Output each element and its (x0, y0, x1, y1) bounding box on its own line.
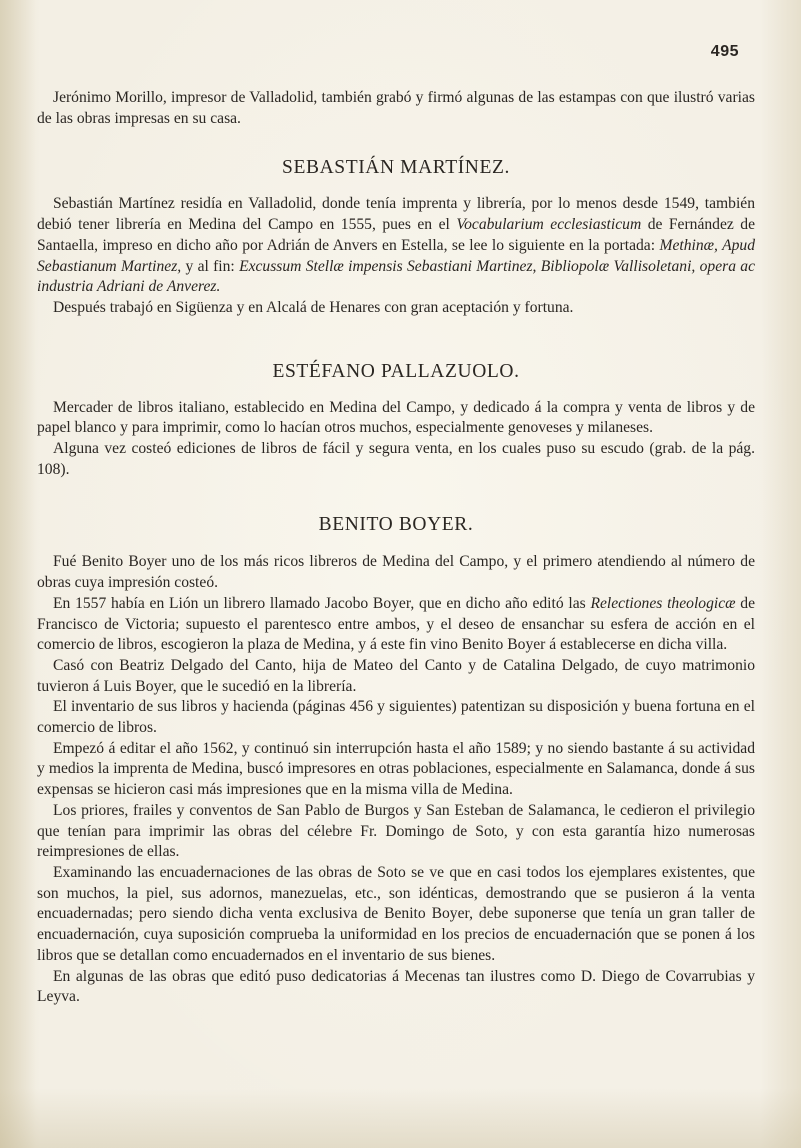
sebastian-p1-imprint-portada: Methinæ, Apud Sebastianum Martinez, (37, 236, 755, 275)
heading-benito-boyer: BENITO BOYER. (318, 514, 474, 536)
benito-paragraph-8: En algunas de las obras que editó puso dedicatorias á Mecenas tan ilustres como D. Diego de Covarrubias y Leyva. (37, 967, 755, 1006)
intro-paragraph: Jerónimo Morillo, impresor de Valladolid, también grabó y firmó algunas de las estampas con que ilustró varias de las obras impresas en su casa. (37, 89, 755, 127)
benito-paragraph-5: Empezó á editar el año 1562, y continuó sin interrupción hasta el año 1589; y no siendo bastante á su actividad y medios la imprenta de Medina, buscó impresores en otras poblaciones, especialmente en Salamanca, donde á sus expensas se hicieron casi más impresiones que en la misma villa de Medina. (37, 739, 755, 799)
benito-paragraph-6: Los priores, frailes y conventos de San Pablo de Burgos y San Esteban de Salamanca, le cedieron el privilegio que tenían para imprimir las obras del célebre Fr. Domingo de Soto, y con esta garantía hizo numerosas reimpresiones de ellas. (37, 801, 755, 861)
sebastian-p1-colophon: Excussum Stellæ impensis Sebastiani Martinez, Bibliopolæ Vallisoletani, opera ac industria Adriani de Anverez. (37, 257, 755, 296)
heading-sebastian-martinez: SEBASTIÁN MARTÍNEZ. (282, 157, 510, 179)
benito-paragraph-4: El inventario de sus libros y hacienda (páginas 456 y siguientes) patentizan su disposición y buena fortuna en el comercio de libros. (37, 698, 755, 737)
benito-p2-title-relectiones: Relectiones theologicæ (590, 594, 736, 612)
benito-paragraph-7: Examinando las encuadernaciones de las obras de Soto se ve que en casi todos los ejemplares existentes, que son muchos, la piel, sus adornos, manezuelas, etc., son idénticas, demostrando que se pusieron á la venta encuadernadas; pero siendo dicha venta exclusiva de Benito Boyer, debe suponerse que tenía un gran taller de encuadernación, cuya suposición comprueba la uniformidad en los precios de encuadernación que se ponen á los libros que se detallan como encuadernados en el inventario de sus bienes. (37, 863, 755, 964)
heading-estefano-pallazuolo: ESTÉFANO PALLAZUOLO. (272, 360, 520, 382)
estefano-paragraph-2: Alguna vez costeó ediciones de libros de fácil y segura venta, en los cuales puso su escudo (grab. de la pág. 108). (37, 440, 755, 478)
benito-paragraph-1: Fué Benito Boyer uno de los más ricos libreros de Medina del Campo, y el primero atendiendo al número de obras cuya impresión costeó. (37, 553, 755, 592)
page-edge-stain-left (0, 0, 36, 1148)
estefano-paragraph-1: Mercader de libros italiano, establecido en Medina del Campo, y dedicado á la compra y venta de libros y de papel blanco y para imprimir, como lo hacían otros muchos, especialmente genoveses y milaneses. (37, 398, 755, 437)
benito-p2-text-a: En 1557 había en Lión un librero llamado Jacobo Boyer, que en dicho año editó las (53, 594, 591, 612)
page-number: 495 (710, 43, 739, 60)
benito-paragraph-3: Casó con Beatriz Delgado del Canto, hija de Mateo del Canto y de Catalina Delgado, de cuyo matrimonio tuvieron á Luis Boyer, que le sucedió en la librería. (37, 656, 755, 695)
sebastian-paragraph-1 (37, 194, 755, 298)
benito-p2-text-c: de Francisco de Victoria; supuesto el parentesco entre ambos, y el deseo de ensanchar su esfera de acción en el comercio de libros, escogieron la plaza de Medina, y á este fin vino Benito Boyer á establecerse en dicha villa. (37, 594, 756, 654)
sebastian-p1-text-a: Sebastián Martínez residía en Valladolid, donde tenía imprenta y librería, por lo menos desde 1549, también debió tener librería en Medina del Campo en 1555, pues en el (37, 195, 755, 234)
sebastian-paragraph-2: Después trabajó en Sigüenza y en Alcalá de Henares con gran aceptación y fortuna. (53, 298, 574, 316)
page-body (37, 88, 755, 1008)
sebastian-p1-title-vocabularium: Vocabularium ecclesiasticum (456, 216, 642, 234)
page-edge-stain-bottom (0, 1088, 801, 1148)
sebastian-p1-text-e: y al fin: (181, 257, 240, 275)
benito-paragraph-2 (37, 594, 755, 656)
sebastian-p1-text-c: de Fernández de Santaella, impreso en dicho año por Adrián de Anvers en Estella, se lee lo siguiente en la portada: (37, 216, 756, 254)
